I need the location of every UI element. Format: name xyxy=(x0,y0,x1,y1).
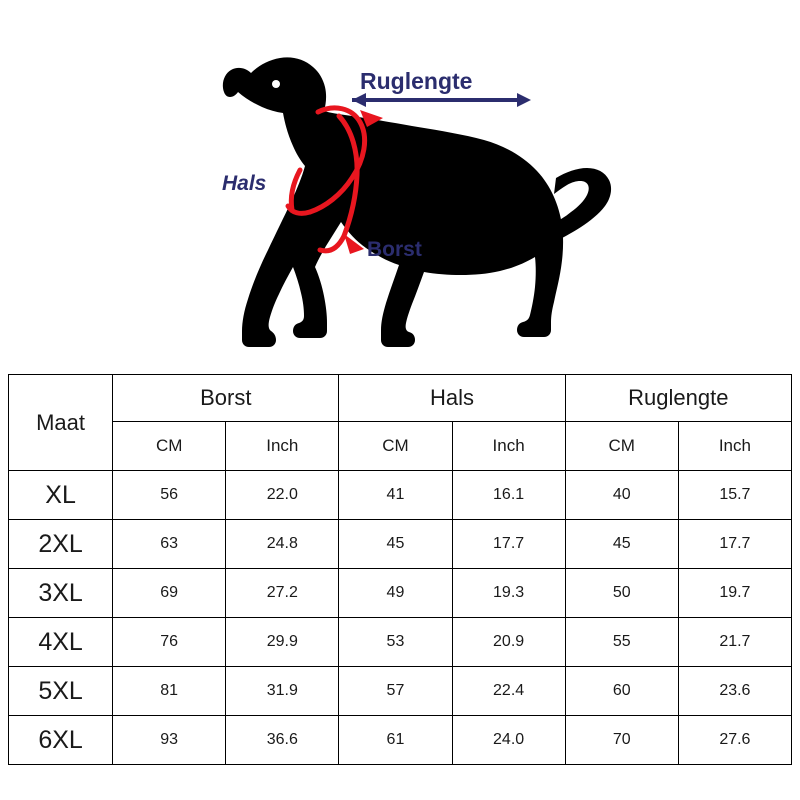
label-ruglengte: Ruglengte xyxy=(360,68,473,94)
size-label: XL xyxy=(9,471,113,520)
table-row xyxy=(9,716,792,765)
label-borst: Borst xyxy=(367,238,422,261)
cell-borst-cm: 81 xyxy=(113,667,226,716)
dog-eye xyxy=(272,80,280,88)
size-label: 6XL xyxy=(9,716,113,765)
cell-borst-cm: 63 xyxy=(113,520,226,569)
cell-borst-inch: 22.0 xyxy=(226,471,339,520)
header-unit-borst-cm: CM xyxy=(113,422,226,471)
cell-ruglengte-cm: 45 xyxy=(565,520,678,569)
header-unit-ruglengte-inch: Inch xyxy=(678,422,791,471)
cell-hals-inch: 17.7 xyxy=(452,520,565,569)
cell-ruglengte-inch: 15.7 xyxy=(678,471,791,520)
header-group-ruglengte: Ruglengte xyxy=(565,375,791,422)
header-maat: Maat xyxy=(9,375,113,471)
cell-borst-inch: 36.6 xyxy=(226,716,339,765)
label-hals: Hals xyxy=(222,172,267,195)
cell-ruglengte-cm: 55 xyxy=(565,618,678,667)
table-row xyxy=(9,667,792,716)
cell-hals-cm: 53 xyxy=(339,618,452,667)
cell-ruglengte-inch: 23.6 xyxy=(678,667,791,716)
cell-borst-inch: 27.2 xyxy=(226,569,339,618)
header-group-hals: Hals xyxy=(339,375,565,422)
table-head xyxy=(9,375,792,471)
ruglengte-measure-line xyxy=(352,93,531,107)
cell-hals-cm: 61 xyxy=(339,716,452,765)
cell-borst-inch: 31.9 xyxy=(226,667,339,716)
cell-borst-inch: 29.9 xyxy=(226,618,339,667)
table-body xyxy=(9,471,792,765)
cell-ruglengte-inch: 21.7 xyxy=(678,618,791,667)
cell-hals-cm: 57 xyxy=(339,667,452,716)
header-unit-hals-cm: CM xyxy=(339,422,452,471)
size-table xyxy=(8,374,792,765)
cell-ruglengte-inch: 17.7 xyxy=(678,520,791,569)
table-row xyxy=(9,471,792,520)
header-unit-hals-inch: Inch xyxy=(452,422,565,471)
cell-ruglengte-cm: 50 xyxy=(565,569,678,618)
cell-hals-cm: 41 xyxy=(339,471,452,520)
header-row-units xyxy=(9,422,792,471)
cell-borst-cm: 76 xyxy=(113,618,226,667)
cell-ruglengte-cm: 60 xyxy=(565,667,678,716)
header-group-borst: Borst xyxy=(113,375,339,422)
size-label: 4XL xyxy=(9,618,113,667)
cell-hals-inch: 24.0 xyxy=(452,716,565,765)
dog-measurement-diagram xyxy=(0,0,800,372)
header-unit-borst-inch: Inch xyxy=(226,422,339,471)
cell-borst-cm: 69 xyxy=(113,569,226,618)
cell-borst-cm: 93 xyxy=(113,716,226,765)
size-table-wrapper xyxy=(8,374,792,765)
cell-hals-cm: 45 xyxy=(339,520,452,569)
table-row xyxy=(9,520,792,569)
size-label: 5XL xyxy=(9,667,113,716)
cell-ruglengte-cm: 70 xyxy=(565,716,678,765)
header-row-groups xyxy=(9,375,792,422)
cell-ruglengte-inch: 27.6 xyxy=(678,716,791,765)
cell-hals-cm: 49 xyxy=(339,569,452,618)
table-row xyxy=(9,618,792,667)
cell-borst-inch: 24.8 xyxy=(226,520,339,569)
size-label: 2XL xyxy=(9,520,113,569)
size-label: 3XL xyxy=(9,569,113,618)
table-row xyxy=(9,569,792,618)
cell-hals-inch: 16.1 xyxy=(452,471,565,520)
header-unit-ruglengte-cm: CM xyxy=(565,422,678,471)
cell-hals-inch: 19.3 xyxy=(452,569,565,618)
cell-hals-inch: 22.4 xyxy=(452,667,565,716)
cell-ruglengte-inch: 19.7 xyxy=(678,569,791,618)
cell-ruglengte-cm: 40 xyxy=(565,471,678,520)
dog-illustration xyxy=(0,0,800,372)
cell-hals-inch: 20.9 xyxy=(452,618,565,667)
cell-borst-cm: 56 xyxy=(113,471,226,520)
